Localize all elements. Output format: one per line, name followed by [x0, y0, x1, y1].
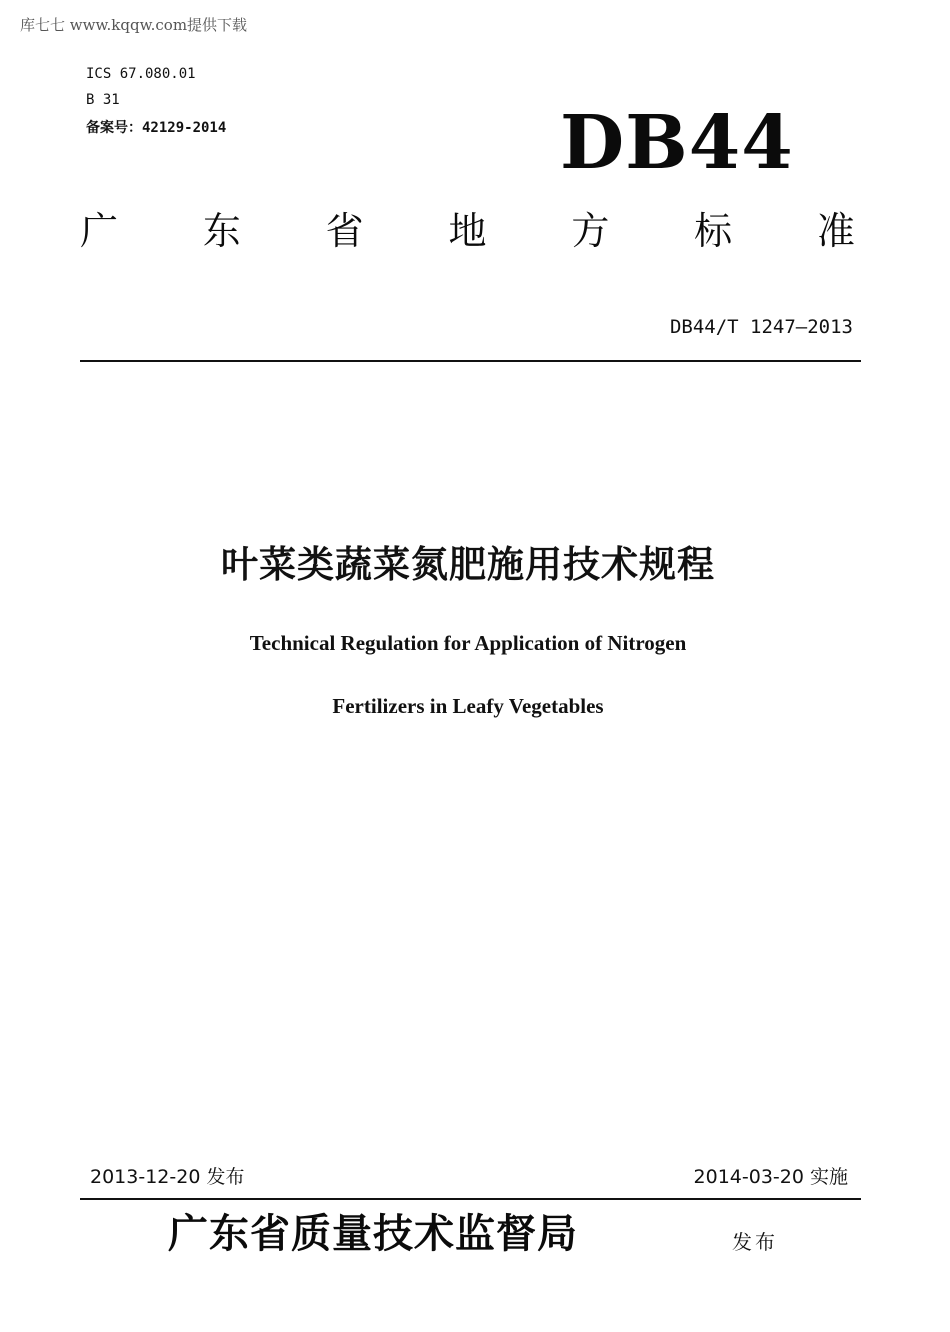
document-title-en-line1: Technical Regulation for Application of Nitrogen [249, 631, 687, 655]
db44-logo: DB44 [560, 100, 794, 186]
top-divider [80, 360, 861, 362]
publisher-name: 广东省质量技术监督局 [168, 1210, 578, 1257]
ccs-code: B 31 [86, 92, 120, 108]
standard-type-char: 广 [80, 209, 119, 253]
standard-number: DB44/T 1247—2013 [669, 316, 853, 338]
issue-date: 2013-12-20 发布 [90, 1166, 245, 1188]
standard-type-char: 标 [694, 209, 733, 253]
standard-type-char: 东 [202, 209, 241, 253]
standard-type-char: 方 [571, 209, 610, 253]
filing-number: 备案号：42129-2014 [86, 120, 227, 136]
document-title-cn: 叶菜类蔬菜氮肥施用技术规程 [221, 543, 715, 586]
bottom-divider [80, 1198, 861, 1200]
publish-label: 发布 [732, 1230, 778, 1254]
document-title-en-line2: Fertilizers in Leafy Vegetables [332, 694, 604, 718]
ics-code: ICS 67.080.01 [86, 66, 196, 82]
standard-type-title [80, 209, 855, 253]
effective-date: 2014-03-20 实施 [693, 1166, 848, 1188]
standard-type-char: 省 [325, 209, 364, 253]
standard-type-char: 准 [816, 209, 855, 253]
standard-type-char: 地 [448, 209, 487, 253]
watermark-text: 库七七 www.kqqw.com提供下载 [20, 16, 248, 34]
